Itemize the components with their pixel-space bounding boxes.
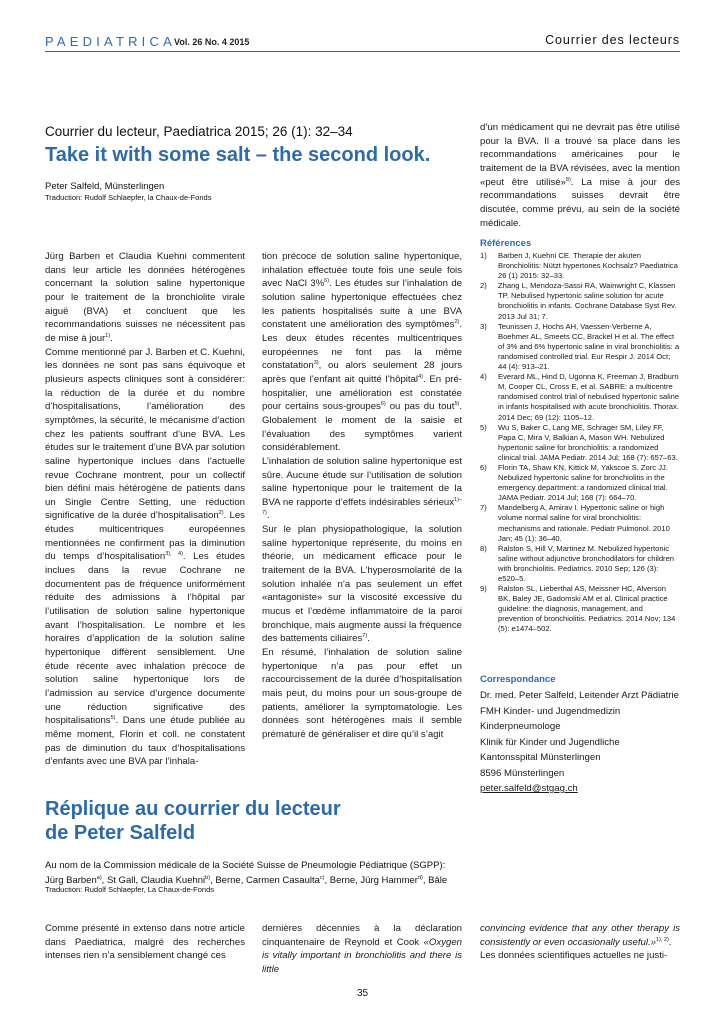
correspondence-line: Klinik für Kinder und Jugendliche	[480, 736, 620, 748]
correspondence-line: Kinderpneumologe	[480, 721, 561, 732]
correspondence-block	[480, 688, 680, 797]
reply-title-line-2: de Peter Salfeld	[45, 822, 196, 844]
journal-brand: PAEDIATRICA	[45, 34, 176, 49]
reply-authors: Jürg Barben$^{a)}$, St Gall, Claudia Kuehni$^{b)}$, Berne, Carmen Casaulta$^{c)}$, Berne, Jürg Hammer$^{d)}$, Bâle	[45, 875, 448, 887]
reply-byline: Au nom de la Commission médicale de la Société Suisse de Pneumologie Pédiatrique (SGPP):	[45, 860, 446, 871]
correspondence-line: FMH Kinder- und Jugendmedizin	[480, 705, 621, 717]
correspondence-line: Dr. med. Peter Salfeld, Leitender Arzt Pädiatrie	[480, 690, 679, 701]
letter-title: Take it with some salt – the second look.	[45, 144, 431, 166]
reply-title	[45, 797, 341, 845]
reference-item: 4) Everard ML, Hind D, Ugonna K, Freeman J, Bradburn M, Cooper CL, Cross E, et al. SABRE: a multicentre randomised control trial of nebulised hypertonic saline in infants hospitalised with acute bronchiolitis. Thorax. 2014 Dec; 69 (12): 1105–12.	[480, 372, 680, 422]
reference-item: 3) Teunissen J, Hochs AH, Vaessen-Verberne A, Boehmer AL, Smeets CC, Brackel H et al. The effect of 3% and 6% hypertonic saline in viral bronchiolitis: a randomised controlled trial. Eur Respir J. 2014 Oct; 44 (4): 913–21.	[480, 321, 680, 372]
reply-body-column-1: Comme présenté in extenso dans notre article dans Paediatrica, malgré des recherches intenses rien n’a sensiblement changé ces	[45, 923, 245, 962]
reference-item: 6) Florin TA, Shaw KN, Kittick M, Yakscoe S, Zorc JJ. Nebulized hypertonic saline for bronchiolitis in the emergency department: a randomized clinical trial. JAMA Pediatr. 2014 Jul; 168 (7): 664–70.	[480, 462, 668, 503]
reply-body-column-2: dernières décennies à la déclaration cinquantenaire de Reynold et Cook «Oxygen is vitally important in bronchiolitis and there is little	[262, 923, 462, 975]
letter-body-column-3: d’un médicament qui ne devrait pas être utilisé pour la BVA. Il a trouvé sa place dans les recommandations américaines pour le traitement de la BVA révisées, avec la mention «peut être utilisé»$^{8)}$. La mise à jour des recommandations suisses devrait être discutée, comme prévu, au sein de la société médicale.	[480, 122, 680, 229]
section-title: Courrier des lecteurs	[545, 33, 680, 47]
reply-body-column-3: convincing evidence that any other therapy is consistently or even occasionally useful.»$^{1), 2)}$. Les données scientifiques actuelles ne justi-	[480, 923, 680, 962]
header-rule	[45, 51, 680, 52]
references-list	[480, 251, 680, 635]
reply-title-line-1: Réplique au courrier du lecteur	[45, 798, 341, 820]
letter-body-column-1: Jürg Barben et Claudia Kuehni commentent dans leur article les données hétérogènes concernant la solution saline hypertonique pour le traitement de la bronchiolite virale aiguë (BVA) et concluent que les recommandations suisses ne nécessitent pas de mise à jour$^{1)}$. Comme mentionné par J. Barben et C. Kuehni, les données ne sont pas sans équivoque et plusieurs aspects cliniques sont à considérer: la réduction de la durée et du nombre d’hospitalisations, l’amélioration des symptômes, la sécurité, le mécanisme d’action chez les patients souffrant d’une BVA. Les études sur le traitement d’une BVA par solution saline hypertonique inclues dans l’actuelle revue Cochrane montrent, pour un collectif bien défini mais hétérogène de patients dans un Single Centre Setting, une réduction significative de la durée d’hospitalisation$^{2)}$. Les études multicentriques européennes mentionnées ne confirment pas la diminution du temps d’hospitalisation$^{3), 4)}$. Les études inclues dans la revue Cochrane ne documentent pas de fréquence uniformément réduite des admissions à l’hôpital par l’utilisation de solution saline hypertonique avant l’hospitalisation. Le nombre et les horaires d’application de la solution saline hypertonique diffèrent sensiblement. Une étude récente avec inhalation précoce de solution saline hypertonique lors de l’admission au service d’urgence documente une réduction significative des hospitalisations$^{5)}$. Dans une étude publiée au même moment, Florin et coll. ne constatent pas de diminution du taux d’hospitalisations d’enfants avec une BVA par l’inhala-	[45, 251, 245, 768]
letter-kicker: Courrier du lecteur, Paediatrica 2015; 26 (1): 32–34	[45, 124, 353, 139]
letter-translation: Traduction: Rudolf Schlaepfer, la Chaux-de-Fonds	[45, 193, 212, 202]
reply-translation: Traduction: Rudolf Schlaepfer, La Chaux-de-Fonds	[45, 885, 214, 894]
correspondence-line: Kantonsspital Münsterlingen	[480, 752, 601, 763]
reference-item: 5) Wu S, Baker C, Lang ME, Schrager SM, Liley FF, Papa C, Mira V, Balkian A, Mason WH. Nebulized hypertonic saline for bronchiolitis: a randomized clinical trial. JAMA Pediatr. 2014 Jul; 168 (7): 657–63.	[480, 422, 678, 462]
reference-item: 9) Ralston SL, Lieberthal AS, Meissner HC, Alverson BK, Baley JE, Gadomski AM et al. Clinical practice guideline: the diagnosis, management, and prevention of bronchiolitis. Pediatrics. 2014 Nov; 134 (5): e1474–502.	[480, 584, 676, 634]
reference-item: 7) Mandelberg A, Amirav I. Hypertonic saline or high volume normal saline for viral bronchiolitis: mechanisms and rationale. Pediatr Pulmonol. 2010 Jan; 45 (1): 36–40.	[480, 503, 670, 543]
references-heading: Références	[480, 238, 532, 249]
reference-item: 1) Barben J, Kuehni CE. Therapie der akuten Bronchiolitis: Nützt hypertones Kochsalz? Paediatrica 26 (1) 2015: 32–33.	[480, 251, 678, 281]
letter-body-column-2: tion précoce de solution saline hypertonique, inhalation effectuée toute fois une seule fois avec NaCl 3%$^{6)}$. Les études sur l’inhalation de solution saline hypertonique effectuées chez les patients hospitalisés suite à une BVA constatent une amélioration des symptômes$^{2)}$. Les deux études récentes multicentriques européennes ne font pas la même constatation$^{3)}$, ou alors seulement 28 jours après que l’enfant ait quitté l’hôpital$^{4)}$. En pré-hospitalier, une amélioration est constatée pour certains sous-groupes$^{6)}$ ou pas du tout$^{5)}$. Globalement le moment de la saisie et l’évaluation des symptômes varient considérablement. L’inhalation de solution saline hypertonique est sûre. Aucune étude sur l’utilisation de solution saline hypertonique pour le traitement de la BVA ne rapporte d’effets indésirables sérieux$^{1)-7)}$. Sur le plan physiopathologique, la solution saline hypertonique représente, du moins en théorie, un médicament efficace pour le traitement de la BVA. L’hyperosmolarité de la solution inhalée n’a pas seulement un effet «antagoniste» sur la viscosité excessive du mucus et l’œdème inflammatoire de la paroi bronchique, mais augmente aussi la fréquence des battements ciliaires$^{7)}$. En résumé, l’inhalation de solution saline hypertonique n’a pas pour effet un raccourcissement de la durée d’hospitalisation mais peut, du moins pour un sous-groupe de patients, améliorer la symptomatologie. Les données sont hétérogènes mais il semble prématuré de généraliser et dire qu’il s’agit	[262, 251, 463, 740]
reference-item: 2) Zhang L, Mendoza-Sassi RA, Wainwright C, Klassen TP. Nebulised hypertonic saline solution for acute bronchiolitis in infants. Cochrane Database Syst Rev. 2013 Jul 31; 7.	[480, 281, 677, 321]
correspondence-email-link[interactable]: peter.salfeld@stgag.ch	[480, 783, 578, 794]
correspondence-line: 8596 Münsterlingen	[480, 767, 565, 779]
page-number: 35	[356, 988, 369, 999]
letter-author: Peter Salfeld, Münsterlingen	[45, 181, 165, 192]
correspondence-heading: Correspondance	[480, 674, 556, 685]
reference-item: 8) Ralston S, Hill V, Martinez M. Nebulized hypertonic saline without adjunctive bronchodilators for children with bronchiolitis. Pediatrics. 2010 Sep; 126 (3): e520–5.	[480, 543, 675, 583]
issue-info: Vol. 26 No. 4 2015	[174, 37, 250, 47]
